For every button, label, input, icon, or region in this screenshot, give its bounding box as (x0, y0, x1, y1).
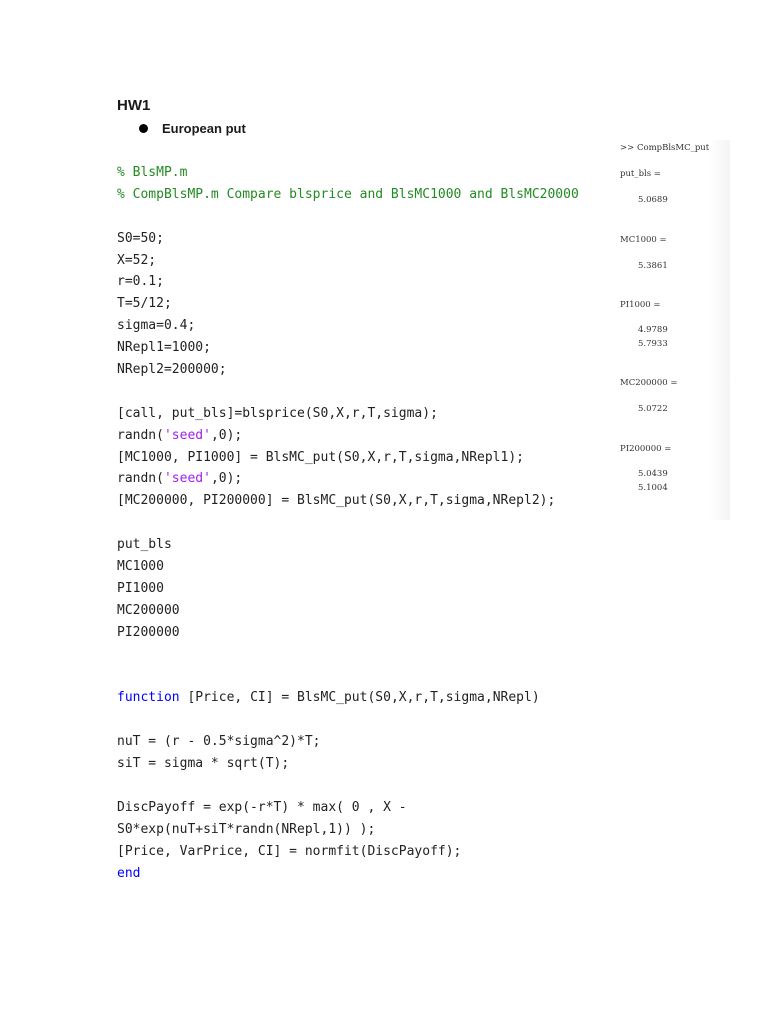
code-text: PI200000 (117, 624, 180, 640)
output-pi200000-label: PI200000 = (620, 444, 672, 454)
output-pi200000-low: 5.0439 (638, 469, 668, 479)
code-text: NRepl1=1000; (117, 340, 211, 356)
code-line (117, 600, 579, 622)
output-prompt: >> CompBlsMC_put (620, 143, 710, 153)
output-put-bls-value: 5.0689 (638, 195, 668, 205)
code-comment: % CompBlsMP.m Compare blsprice and BlsMC1000 and BlsMC20000 (117, 186, 579, 202)
output-pi1000-high: 5.7933 (638, 339, 668, 349)
code-text: MC200000 (117, 602, 180, 618)
code-text: [Price, VarPrice, CI] = normfit(DiscPayoff); (117, 843, 462, 859)
code-text: sigma=0.4; (117, 318, 196, 334)
output-mc1000-label: MC1000 = (620, 235, 667, 245)
code-line (117, 797, 579, 819)
code-line (117, 293, 579, 315)
output-mc200000-label: MC200000 = (620, 378, 678, 388)
code-text: r=0.1; (117, 274, 164, 290)
code-line (117, 819, 579, 841)
bullet-text: European put (162, 121, 246, 136)
code-line (117, 731, 579, 753)
code-line (117, 315, 579, 337)
code-text: T=5/12; (117, 296, 172, 312)
code-line (117, 863, 579, 885)
bullet-dot-icon (139, 124, 148, 133)
code-line (117, 753, 579, 775)
code-line (117, 206, 579, 228)
code-comment: % BlsMP.m (117, 165, 188, 180)
code-block (117, 162, 579, 884)
code-line (117, 534, 579, 556)
code-line (117, 228, 579, 250)
code-text: ,0); (210, 427, 243, 443)
code-text: [Price, CI] = BlsMC_put(S0,X,r,T,sigma,NRepl) (179, 690, 540, 706)
code-line (117, 271, 579, 293)
code-line (117, 687, 579, 709)
code-string: 'seed' (163, 471, 211, 487)
code-text: [MC1000, PI1000] = BlsMC_put(S0,X,r,T,sigma,NRepl1); (117, 449, 524, 465)
code-string: 'seed' (163, 427, 211, 443)
code-text: put_bls (117, 537, 172, 553)
code-line (117, 403, 579, 425)
output-put-bls-label: put_bls = (620, 169, 661, 179)
code-line (117, 709, 579, 731)
output-pi200000-high: 5.1004 (638, 483, 668, 493)
code-line (117, 359, 579, 381)
code-line (117, 622, 579, 644)
code-text: S0*exp(nuT+siT*randn(NRepl,1)) ); (117, 821, 376, 837)
code-line (117, 337, 579, 359)
code-line (117, 381, 579, 403)
code-text: nuT = (r - 0.5*sigma^2)*T; (117, 734, 321, 750)
code-line (117, 490, 579, 512)
page-heading: HW1 (117, 97, 151, 114)
output-pi1000-label: PI1000 = (620, 300, 661, 310)
code-line (117, 162, 579, 184)
code-line (117, 250, 579, 272)
output-mc1000-value: 5.3861 (638, 261, 668, 271)
bullet-item (139, 121, 246, 136)
code-text: randn( (117, 471, 164, 487)
code-line (117, 425, 579, 447)
code-text: ,0); (210, 471, 243, 487)
code-line (117, 556, 579, 578)
code-text: randn( (117, 427, 164, 443)
code-keyword: end (117, 865, 141, 881)
code-text: DiscPayoff = exp(-r*T) * max( 0 , X - (117, 799, 407, 815)
code-line (117, 468, 579, 490)
code-line (117, 184, 579, 206)
code-text: PI1000 (117, 580, 164, 596)
code-text: X=52; (117, 252, 157, 268)
code-text: [call, put_bls]=blsprice(S0,X,r,T,sigma); (117, 405, 438, 421)
code-line (117, 447, 579, 469)
code-line (117, 644, 579, 666)
code-line (117, 512, 579, 534)
code-text: [MC200000, PI200000] = BlsMC_put(S0,X,r,T,sigma,NRepl2); (117, 493, 556, 509)
code-line (117, 665, 579, 687)
code-line (117, 775, 579, 797)
code-text: NRepl2=200000; (117, 362, 227, 378)
code-text: MC1000 (117, 559, 164, 575)
command-window-output (620, 140, 730, 520)
output-pi1000-low: 4.9789 (638, 325, 668, 335)
code-line (117, 841, 579, 863)
code-line (117, 578, 579, 600)
code-keyword: function (117, 690, 180, 706)
output-mc200000-value: 5.0722 (638, 404, 668, 414)
code-text: siT = sigma * sqrt(T); (117, 756, 290, 772)
code-text: S0=50; (117, 230, 164, 246)
